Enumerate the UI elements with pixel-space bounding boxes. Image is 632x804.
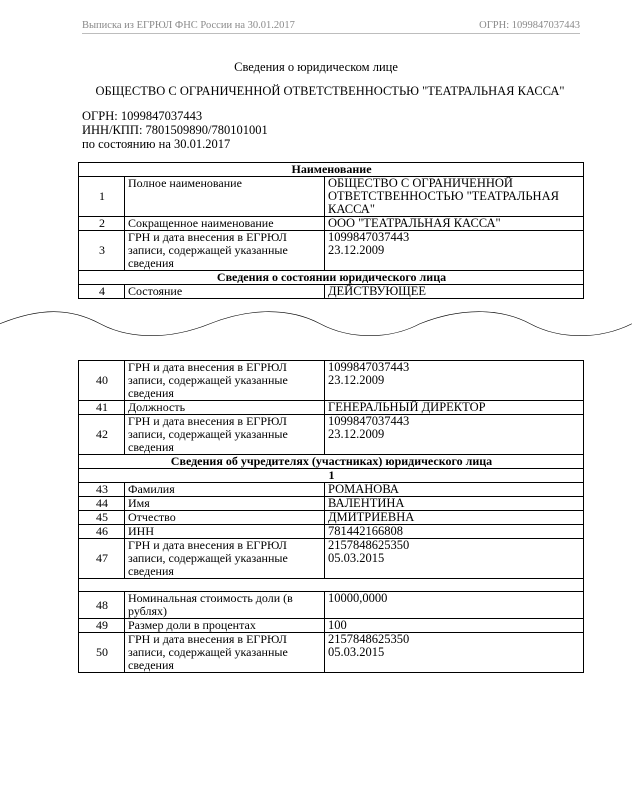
page-header <box>82 20 580 34</box>
section-title-state: Сведения о состоянии юридического лица <box>79 271 584 285</box>
row-number: 4 <box>79 285 125 299</box>
section-header-row <box>79 469 584 483</box>
row-label: Полное наименование <box>125 177 325 217</box>
section-header-row <box>79 163 584 177</box>
as-of-line: по состоянию на 30.01.2017 <box>82 137 231 151</box>
company-title: ОБЩЕСТВО С ОГРАНИЧЕННОЙ ОТВЕТСТВЕННОСТЬЮ "ТЕАТРАЛЬНАЯ КАССА" <box>95 84 565 98</box>
row-number: 1 <box>79 177 125 217</box>
ogrn-line: ОГРН: 1099847037443 <box>82 109 203 123</box>
row-value: 1099847037443 23.12.2009 <box>325 415 584 455</box>
table-row <box>79 401 584 415</box>
row-value: 2157848625350 05.03.2015 <box>325 539 584 579</box>
row-number: 50 <box>79 633 125 673</box>
row-label: Отчество <box>125 511 325 525</box>
table-row <box>79 231 584 271</box>
row-number: 48 <box>79 592 125 619</box>
row-label: ИНН <box>125 525 325 539</box>
table-row <box>79 619 584 633</box>
header-extract-label: Выписка из ЕГРЮЛ ФНС России на 30.01.2017 <box>82 20 295 31</box>
row-label: Размер доли в процентах <box>125 619 325 633</box>
inn-kpp-line: ИНН/КПП: 7801509890/780101001 <box>82 123 268 137</box>
table-row <box>79 592 584 619</box>
row-number: 46 <box>79 525 125 539</box>
row-number: 42 <box>79 415 125 455</box>
row-label: Должность <box>125 401 325 415</box>
table-fragment-bottom <box>0 360 632 690</box>
row-number: 41 <box>79 401 125 415</box>
row-label: Фамилия <box>125 483 325 497</box>
section-header-row <box>79 455 584 469</box>
row-label: ГРН и дата внесения в ЕГРЮЛ записи, содержащей указанные сведения <box>125 231 325 271</box>
table-row <box>79 483 584 497</box>
section-title-founders: Сведения об учредителях (участниках) юридического лица <box>79 455 584 469</box>
founder-number: 1 <box>79 469 584 483</box>
row-value: ОБЩЕСТВО С ОГРАНИЧЕННОЙ ОТВЕТСТВЕННОСТЬЮ "ТЕАТРАЛЬНАЯ КАССА" <box>325 177 584 217</box>
table-row <box>79 539 584 579</box>
table-row <box>79 525 584 539</box>
table-fragment-top <box>0 162 632 307</box>
row-value: 1099847037443 23.12.2009 <box>325 231 584 271</box>
row-value: ВАЛЕНТИНА <box>325 497 584 511</box>
registry-table-top <box>78 162 584 299</box>
row-number: 3 <box>79 231 125 271</box>
row-number: 49 <box>79 619 125 633</box>
row-label: ГРН и дата внесения в ЕГРЮЛ записи, содержащей указанные сведения <box>125 361 325 401</box>
section-title-name: Наименование <box>79 163 584 177</box>
table-row <box>79 217 584 231</box>
row-value: 1099847037443 23.12.2009 <box>325 361 584 401</box>
row-number: 43 <box>79 483 125 497</box>
table-row <box>79 415 584 455</box>
row-label: Состояние <box>125 285 325 299</box>
row-label: Номинальная стоимость доли (в рублях) <box>125 592 325 619</box>
row-number: 47 <box>79 539 125 579</box>
empty-cell <box>79 579 584 592</box>
row-number: 40 <box>79 361 125 401</box>
table-row <box>79 177 584 217</box>
company-meta <box>82 109 268 151</box>
row-value: ДЕЙСТВУЮЩЕЕ <box>325 285 584 299</box>
row-number: 44 <box>79 497 125 511</box>
page-break-wave <box>0 296 632 366</box>
row-value: 10000,0000 <box>325 592 584 619</box>
row-label: Имя <box>125 497 325 511</box>
row-value: РОМАНОВА <box>325 483 584 497</box>
row-value: ООО "ТЕАТРАЛЬНАЯ КАССА" <box>325 217 584 231</box>
row-value: ГЕНЕРАЛЬНЫЙ ДИРЕКТОР <box>325 401 584 415</box>
row-label: ГРН и дата внесения в ЕГРЮЛ записи, содержащей указанные сведения <box>125 415 325 455</box>
row-label: ГРН и дата внесения в ЕГРЮЛ записи, содержащей указанные сведения <box>125 539 325 579</box>
table-row <box>79 497 584 511</box>
document-subtitle: Сведения о юридическом лице <box>234 60 398 74</box>
row-value: 100 <box>325 619 584 633</box>
header-ogrn: ОГРН: 1099847037443 <box>479 20 580 31</box>
row-value: ДМИТРИЕВНА <box>325 511 584 525</box>
empty-row <box>79 579 584 592</box>
registry-table-bottom <box>78 360 584 673</box>
row-value: 2157848625350 05.03.2015 <box>325 633 584 673</box>
row-label: Сокращенное наименование <box>125 217 325 231</box>
row-label: ГРН и дата внесения в ЕГРЮЛ записи, содержащей указанные сведения <box>125 633 325 673</box>
section-header-row <box>79 271 584 285</box>
row-value: 781442166808 <box>325 525 584 539</box>
table-row <box>79 633 584 673</box>
row-number: 2 <box>79 217 125 231</box>
row-number: 45 <box>79 511 125 525</box>
table-row <box>79 361 584 401</box>
table-row <box>79 511 584 525</box>
